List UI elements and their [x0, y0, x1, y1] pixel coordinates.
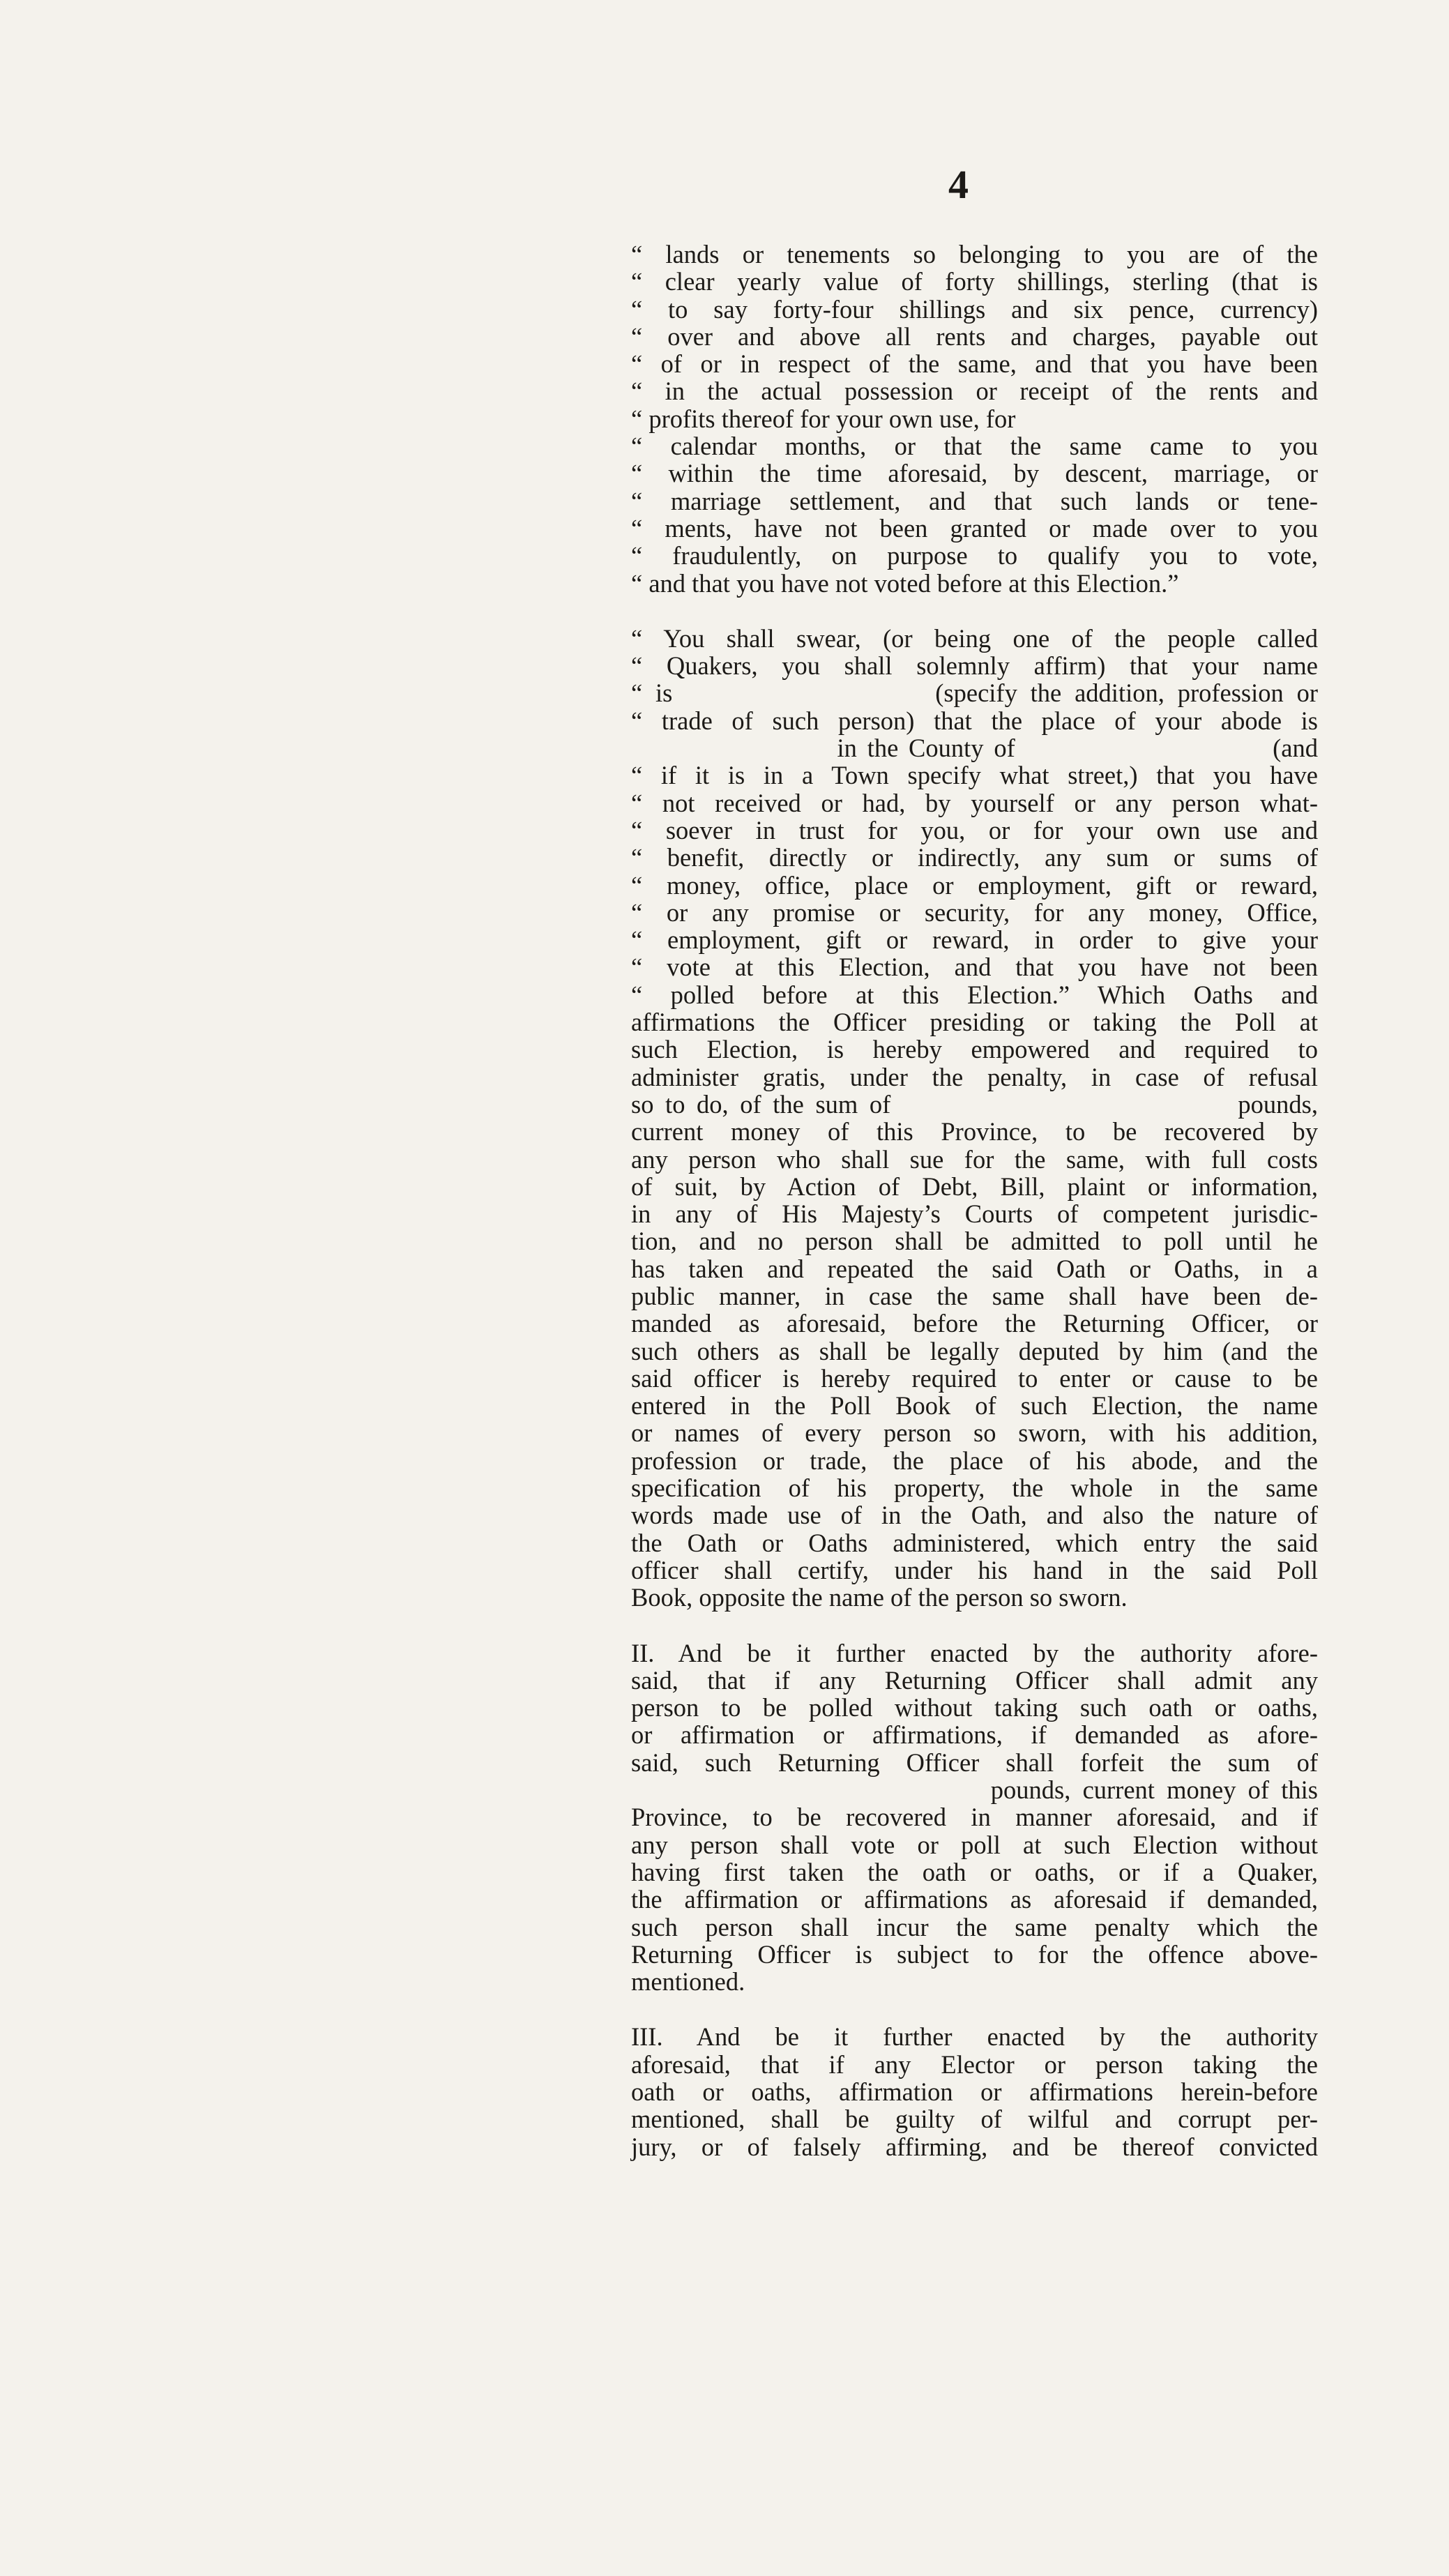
text-line: aforesaid, that if any Elector or person taking the: [631, 2050, 1318, 2079]
text-line: “ fraudulently, on purpose to qualify you to vote,: [631, 541, 1318, 570]
text-line: pounds, current money of this: [631, 1775, 1318, 1805]
text-line: “ if it is in a Town specify what street,) that you have: [631, 761, 1318, 790]
text-line: “ marriage settlement, and that such lands or tene-: [631, 486, 1318, 515]
text-line: jury, or of falsely affirming, and be thereof convicted: [631, 2132, 1318, 2161]
text-line: the Oath or Oaths administered, which entry the said: [631, 1528, 1318, 1557]
text-line: III. And be it further enacted by the authority: [631, 2022, 1318, 2052]
text-line: “ Quakers, you shall solemnly affirm) that your name: [631, 651, 1318, 681]
text-line: “ ments, have not been granted or made over to you: [631, 513, 1318, 543]
text-line: “ employment, gift or reward, in order to give your: [631, 925, 1318, 955]
text-line: person to be polled without taking such oath or oaths,: [631, 1693, 1318, 1722]
text-line: “ calendar months, or that the same came to you: [631, 432, 1318, 461]
text-line: “ vote at this Election, and that you have not been: [631, 953, 1318, 982]
text-line: II. And be it further enacted by the authority afore-: [631, 1638, 1318, 1667]
text-line: manded as aforesaid, before the Returning Officer, or: [631, 1309, 1318, 1338]
text-line: affirmations the Officer presiding or taking the Poll at: [631, 1008, 1318, 1037]
text-line: tion, and no person shall be admitted to poll until he: [631, 1227, 1318, 1256]
text-line: such others as shall be legally deputed by him (and the: [631, 1336, 1318, 1365]
text-line: or affirmation or affirmations, if demanded as afore-: [631, 1720, 1318, 1750]
text-line: mentioned.: [631, 1967, 745, 1997]
text-line: the affirmation or affirmations as aforesaid if demanded,: [631, 1885, 1318, 1914]
text-line: “ to say forty-four shillings and six pence, currency): [631, 294, 1318, 324]
oath-two-paragraph: [631, 625, 1318, 1612]
text-line: “ of or in respect of the same, and that you have been: [631, 349, 1318, 379]
text-line: in the County of (and: [631, 734, 1318, 763]
text-line: “ profits thereof for your own use, for: [631, 404, 1016, 433]
text-line: “ or any promise or security, for any money, Office,: [631, 897, 1318, 927]
text-line: oath or oaths, affirmation or affirmations herein-before: [631, 2077, 1318, 2106]
text-line: Province, to be recovered in manner aforesaid, and if: [631, 1803, 1318, 1832]
text-line: such Election, is hereby empowered and required to: [631, 1035, 1318, 1064]
section-two-paragraph: [631, 1639, 1318, 1996]
section-three-paragraph: [631, 2023, 1318, 2160]
text-line: any person who shall sue for the same, with full costs: [631, 1144, 1318, 1174]
text-line: said, that if any Returning Officer shall admit any: [631, 1665, 1318, 1695]
text-line: of suit, by Action of Debt, Bill, plaint or information,: [631, 1172, 1318, 1201]
text-line: “ soever in trust for you, or for your own use and: [631, 815, 1318, 844]
text-line: specification of his property, the whole in the same: [631, 1473, 1318, 1503]
text-line: so to do, of the sum of pounds,: [631, 1089, 1318, 1119]
text-line: “ in the actual possession or receipt of the rents and: [631, 377, 1318, 406]
text-line: “ within the time aforesaid, by descent, marriage, or: [631, 459, 1318, 488]
text-line: any person shall vote or poll at such Election without: [631, 1830, 1318, 1859]
text-column: [631, 241, 1318, 2160]
text-line: “ lands or tenements so belonging to you are of the: [631, 240, 1318, 268]
text-line: Book, opposite the name of the person so sworn.: [631, 1583, 1128, 1612]
text-line: “ money, office, place or employment, gift or reward,: [631, 870, 1318, 900]
text-line: such person shall incur the same penalty which the: [631, 1912, 1318, 1941]
text-line: mentioned, shall be guilty of wilful and corrupt per-: [631, 2105, 1318, 2134]
text-line: “ You shall swear, (or being one of the people called: [631, 623, 1318, 653]
text-line: having first taken the oath or oaths, or if a Quaker,: [631, 1857, 1318, 1886]
text-line: “ not received or had, by yourself or any person what-: [631, 788, 1318, 817]
text-line: “ clear yearly value of forty shillings, sterling (that is: [631, 267, 1318, 296]
text-line: officer shall certify, under his hand in the said Poll: [631, 1555, 1318, 1584]
text-line: words made use of in the Oath, and also the nature of: [631, 1501, 1318, 1530]
text-line: current money of this Province, to be recovered by: [631, 1117, 1318, 1146]
text-line: “ polled before at this Election.” Which Oaths and: [631, 980, 1318, 1009]
text-line: or names of every person so sworn, with his addition,: [631, 1418, 1318, 1448]
text-line: “ is (specify the addition, profession or: [631, 679, 1318, 708]
text-line: “ over and above all rents and charges, payable out: [631, 321, 1318, 351]
text-line: “ trade of such person) that the place of your abode is: [631, 706, 1318, 735]
text-line: in any of His Majesty’s Courts of competent jurisdic-: [631, 1199, 1318, 1229]
text-line: said officer is hereby required to enter or cause to be: [631, 1363, 1318, 1393]
text-line: entered in the Poll Book of such Election, the name: [631, 1391, 1318, 1420]
text-line: has taken and repeated the said Oath or Oaths, in a: [631, 1254, 1318, 1283]
page-number: 4: [948, 162, 969, 207]
text-line: administer gratis, under the penalty, in case of refusal: [631, 1062, 1318, 1091]
text-line: “ benefit, directly or indirectly, any sum or sums of: [631, 843, 1318, 872]
text-line: profession or trade, the place of his abode, and the: [631, 1446, 1318, 1475]
text-line: public manner, in case the same shall have been de-: [631, 1281, 1318, 1310]
text-line: Returning Officer is subject to for the offence above-: [631, 1939, 1318, 1969]
text-line: said, such Returning Officer shall forfeit the sum of: [631, 1748, 1318, 1777]
text-line: “ and that you have not voted before at this Election.”: [631, 568, 1179, 598]
oath-one-continued: [631, 241, 1318, 597]
